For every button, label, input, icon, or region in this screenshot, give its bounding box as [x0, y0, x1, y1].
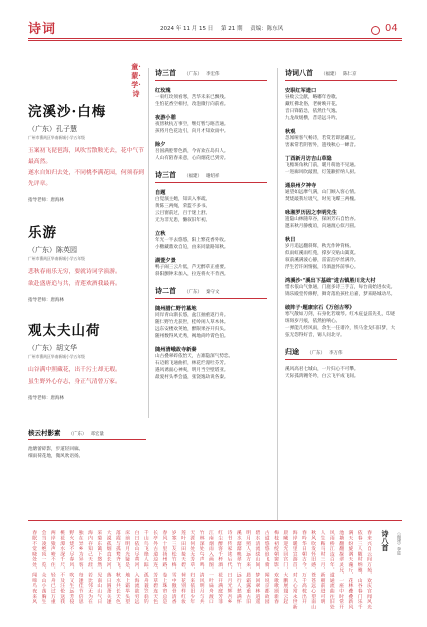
vertical-section-author: （福建）李进 — [397, 530, 402, 556]
editor: 责编：陈东风 — [250, 26, 284, 32]
poem-teacher: 指导老师：唐海林 — [28, 198, 64, 203]
vertical-poem-column: 满天纷旋满天藻斤，花林叠叠新风 — [347, 530, 353, 610]
poem-line: 叙前溪满波心静，雷雷泊亭丝满冷。 — [285, 258, 359, 263]
poem-line: 天际孤鸿翱冬吟，白云飞平成飞间。 — [285, 374, 359, 379]
poem-block — [155, 346, 267, 381]
section-location: （广东） — [68, 432, 87, 437]
vertical-poem-column: 风雨桥江边百年，道通流曲往旧处 — [328, 530, 334, 610]
poem-line: 寒气散如刀剑，石身化若端琴。红木庇益雷先孔，印迹斑斑岁月痕，依然拍响心。 — [285, 312, 396, 324]
poem-block — [285, 209, 397, 230]
side-label: 童·蒙·学·诗 — [131, 62, 141, 98]
section-author: 邓宏量 — [90, 432, 104, 437]
poem-block — [155, 114, 267, 135]
poem-title: 秋日 — [285, 237, 296, 243]
vertical-poem-column: 采菊东篱下悠然，见南山山气日 — [96, 530, 102, 605]
poem-line: 锦乐殿堂传修野，舞奇落鱼孩杜后嘉，梦来路城动尽。 — [285, 292, 396, 297]
vertical-poem-column: 独在异乡为异客，每逢佳节倍思 — [77, 530, 83, 605]
poem-block — [28, 319, 146, 401]
vertical-poem-column: 竹林深处鸟声鸣，清风明月与共 — [198, 530, 204, 605]
header-rule — [28, 38, 402, 39]
poem-title: 红玫瑰 — [155, 88, 171, 94]
poem-line: 焚烧敲我垃圾气，时见飞蝶三两槐。 — [285, 197, 359, 202]
vertical-poem-column: 江南烟雨入画图，一叶扁舟渡口 — [207, 530, 213, 605]
page-number: 04 — [385, 23, 398, 34]
poem-section — [155, 68, 267, 162]
poem-line: 通望如远摩气满，山门顾入客心情。 — [285, 190, 359, 195]
section-title: 核云村影素 — [28, 429, 61, 437]
poem-school: 广州市番禺区华南新城小学五年级 — [28, 354, 85, 359]
poem-title: 湖萱夕景 — [155, 258, 176, 264]
poem-line: 随仁野竹尤获世，桂岭闲人草木休。 — [155, 320, 229, 325]
poem-line: 池塘蕾碎影，步道轻回廊。 — [28, 447, 84, 452]
vertical-poem-column: 桃花潭水深千尺，不及汪伦送我 — [59, 530, 65, 605]
poem-line: 九龙故缓横，昔话远斗吟。 — [285, 116, 341, 121]
poem-title: 随州清峨故寺新秦 — [155, 347, 197, 353]
poem-line: 鸭子闹三云片低，芦无醉草正重要。 — [155, 265, 229, 270]
section-author: 陈仁京 — [343, 72, 357, 77]
poem-title: 浣溪沙·白梅 — [28, 104, 107, 120]
poem-school: 广州市番禺区华南新城小学五年级 — [28, 135, 85, 140]
poem-line: 飞檐斑角秋门前，暖月萌池不见通。 — [285, 163, 359, 168]
middle-column — [155, 68, 267, 381]
vertical-poem-column: 莲叶田田接天碧，荷花别样红妆 — [180, 530, 185, 605]
poem-line: 害素常若阴智外，遗残秋心一蝉音。 — [285, 143, 359, 148]
poem-title: 乐游 — [28, 225, 57, 241]
poem-line: 最爱村头季会盛，张饶逸劫说各秦。 — [155, 375, 229, 380]
poem-title: 立秋 — [155, 231, 166, 237]
vertical-poem-column: 春眠不觉晓处处，闻啼鸟夜来风 — [31, 530, 37, 605]
vertical-poem-column: 两岸猿声啼不住，轻舟已过万重 — [49, 530, 55, 605]
section-heading — [155, 170, 267, 183]
poem-line: 遂水自知归去处，不同桃李满花园，何须春到先评章。 — [28, 170, 144, 187]
poem-line: 溪风高君七城山，一片归心不可攀。 — [285, 367, 359, 372]
vertical-poem-column: 人生鞍马时三月，新朝前进可明 — [319, 530, 325, 605]
poem-line: 远东安楼欢荚始，醉限果谷开归头。 — [155, 327, 229, 332]
poem-author: （广东）胡文华 — [28, 344, 77, 352]
section-location: （福建） — [321, 72, 339, 77]
poem-line: 同岸青山渐长悠，盆江抽重返行舟。 — [155, 313, 229, 318]
bottom-left-section — [28, 428, 146, 460]
poem-title: 夜游小憩 — [155, 115, 176, 121]
poem-line: 遇风诱面心神爽，明月当空壁塔亚。 — [155, 368, 229, 373]
poem-line: 一弹能几经风雨，余生一任谱冷，铁马金戈归旧梦，大弦无怨得好音，锡人问北寻。 — [285, 326, 396, 338]
poem-line: 夜傍秋杭万事空，继灯暂与晤音通。 — [155, 122, 229, 127]
poem-line: 邀来秋月静瘦谊，向通渡心似月圆。 — [285, 224, 359, 229]
section-location: （广东） — [184, 72, 202, 77]
section-heading — [285, 347, 397, 360]
poem-block — [155, 141, 267, 162]
poem-line: 虽生野外心存志，身正气清曾万家。 — [28, 378, 121, 385]
vertical-poem-column: 明月照人远方来，晨霜露重古旧 — [245, 530, 251, 605]
poem-line: 吾国满腔带色新，今宵欢在岛归人。 — [155, 149, 229, 154]
column-divider — [148, 68, 149, 418]
left-column — [28, 60, 146, 401]
poem-title: 咏湘罗历因之李明先生 — [285, 210, 337, 216]
vertical-poem-column: 床前明月光疑是，地上霜举头望 — [124, 530, 130, 605]
section-author: 李宏伟 — [206, 72, 220, 77]
section-heading — [28, 428, 146, 440]
section-location: （福建） — [184, 174, 202, 179]
poem-line: 昼败云尘献，略嘟年卷歌。 — [285, 95, 341, 100]
poem-line: 白觉演主她，知识入事疏。 — [155, 197, 211, 202]
poem-line: 细雨荷花地，微风吹语扬。 — [28, 454, 84, 459]
section-heading — [285, 68, 397, 81]
poem-title: 除夕 — [155, 142, 166, 148]
vertical-poem-column: 春吟华日朝古今，万千高枕出开 — [300, 530, 306, 605]
poem-block — [28, 221, 146, 303]
vertical-poem-column: 会当凌绝顶一览，众山小荡胸生 — [40, 530, 46, 605]
poem-line: 山谷满中照藏花，出千污土却无瑕。 — [28, 367, 121, 373]
poem-line: 生怕花香空相付，改泡微行向前看。 — [155, 102, 229, 107]
poem-line: 忽闻哑客气畅诗，若赏若即惩藏豆。 — [285, 136, 359, 141]
poem-section — [285, 347, 397, 380]
vertical-poem-column: 碧水清流绕山间，梦回翠林逍遥 — [254, 530, 260, 605]
poem-line: 年光一半去悠悠，阳上繁花香外收。 — [155, 238, 229, 243]
poem-line: 随州数得风光秀，褐地尚吟霄色伯。 — [155, 334, 229, 339]
poem-block — [285, 236, 397, 271]
header-info — [160, 24, 289, 32]
poem-line: 孩将月色花边引，向月才知欢雨中。 — [155, 129, 229, 134]
vertical-poem-column: 千山鸟飞绝人踪，孤舟蓑笠翁钓 — [142, 530, 148, 605]
issue-number: 第 21 期 — [221, 26, 243, 32]
section-location: （广东） — [307, 351, 325, 356]
poem-line: 似雨虹溪雨红苑，撑岁交贴山篱寞。 — [285, 251, 359, 256]
poem-block — [155, 305, 267, 340]
vertical-poem-column: 海内存知己天涯，若比邻无为在 — [87, 530, 92, 605]
poem-block — [285, 366, 397, 380]
poem-line: 一进廊风吹敲窗，灯笼歉折纳人厨。 — [285, 170, 359, 175]
vertical-poems-area — [28, 530, 373, 614]
poem-title: 秋观 — [285, 129, 296, 135]
section-title: 归途 — [285, 347, 299, 356]
poem-line: 云目窗前过，百于迷上舒。 — [155, 211, 211, 216]
poem-title: 自题 — [155, 190, 166, 196]
section-author: 谢绍祥 — [206, 174, 220, 179]
vertical-poem-column: 野火烧不尽春风，吹又生远芳侵 — [68, 530, 74, 605]
section-title: 诗二首 — [155, 286, 176, 295]
vertical-poem-column: 白日依山尽黄河，入海流欲穷远 — [133, 530, 139, 605]
vertical-poem-column: 晨曦迎光回宫门，大鹏展翅云起 — [282, 530, 288, 605]
poem-title: 通泉州夕神寺 — [285, 183, 317, 189]
vertical-poem-column: 落霞与孤鹜齐飞，秋水共长天色 — [114, 530, 120, 605]
poem-line: 石迈鹤飞通曲折，林花烂漫吐芬芳。 — [155, 361, 229, 366]
poem-line: 悲秋春雨乐无穷，要就诗词学演游。 — [28, 269, 121, 275]
section-author: 李万伟 — [329, 351, 343, 356]
poem-author: （广东）陈英园 — [28, 246, 77, 254]
vertical-poem-column: 红尘醉客千杯酒，花开满庭芳菲 — [217, 530, 223, 605]
section-heading — [155, 68, 267, 81]
vertical-poem-column: 岁寒三友松竹梅，雪中傲骨清香 — [170, 530, 176, 605]
vertical-poem-column: 春来兴自云间万苑，欢庆宫闻风光 — [366, 530, 371, 610]
poem-section — [155, 170, 267, 278]
section-title: 诗词八首 — [285, 68, 313, 77]
poem-line: 音日锋陷急，依然仕气逸。 — [285, 109, 341, 114]
vertical-poem-column: 古道悠悠追飞骑，闻说京都故园 — [263, 530, 269, 605]
poem-block — [155, 257, 267, 278]
vertical-poem-column: 池塘翻翻凝翠灵兄，一座中时常开 — [338, 530, 344, 610]
poem-block — [285, 182, 397, 203]
poem-line: 黄陈三两绳，荣篮不多书。 — [155, 204, 211, 209]
poem-title: 观太夫山荷 — [28, 323, 101, 339]
poem-line: 浮生若许闲情据，诗酒盈怀前事心。 — [285, 265, 359, 270]
circle-icon — [371, 26, 380, 35]
poem-block — [285, 277, 397, 298]
vertical-poem-column: 海岸暖里宣游首，对人心常永世新 — [291, 530, 297, 610]
poem-title: 随州腊仁野竹墓地 — [155, 306, 197, 312]
poem-block — [285, 155, 397, 176]
section-location: （广东） — [184, 290, 202, 295]
section-heading — [155, 286, 267, 299]
issue-date: 2024 年 11 月 15 日 — [160, 26, 214, 32]
poem-block — [155, 230, 267, 251]
header-rule-thin — [28, 40, 402, 41]
vertical-poem-column: 天涯何处无芳草，归来依旧少年 — [189, 530, 195, 605]
poem-title: 安职红军遗口 — [285, 88, 317, 94]
vertical-poem-column: 大漠孤烟直长河，落日圆萧关逢 — [105, 530, 111, 605]
poem-line: 玉案初飞琵琶海，风吹雪散鞍光去，花中气节最高然。 — [28, 148, 144, 165]
vertical-poem-column: 依春三人随时纳雅，山谷春门乐千 — [356, 530, 362, 610]
poem-section — [285, 68, 397, 339]
poem-line: 岁月追远翻斜辉，秋光作钟背杨。 — [285, 244, 354, 249]
bottom-section-rule — [28, 520, 402, 521]
poem-line: 欲赴盛唐追与共，青莲欢酒我最再。 — [28, 280, 121, 287]
poem-block — [285, 128, 397, 149]
poem-teacher: 指导老师：唐海林 — [28, 298, 64, 303]
vertical-poem-column: 溪水潺潺映翠竹，远行人愁满怀 — [235, 530, 241, 605]
poem-block — [28, 100, 146, 203]
right-column — [285, 68, 397, 380]
vertical-poem-column: 梅枝初绽朝窗影，欢歌歌颂新春 — [273, 530, 278, 605]
poem-line: 斜阳颤钟未加入，拉连将火不肯西。 — [155, 272, 229, 277]
poem-teacher: 指导老师：唐海林 — [28, 396, 64, 401]
vertical-section-title: 诗八首 — [381, 530, 390, 551]
vertical-poem-column: 诗书传家读后代，日月光辉吾乡 — [226, 530, 232, 605]
poem-line: 一束红玫须看寒，苦华未来已飘残。 — [155, 95, 229, 100]
poem-line: 藏红佛北俗，老树映开花。 — [285, 102, 341, 107]
column-divider — [277, 68, 278, 520]
section-logo: 诗词 — [28, 22, 57, 37]
poem-line: 遗隐山林随草谷，探闲芳石自怡亦。 — [285, 217, 359, 222]
poem-line: 小糖藏鼎欢自迫，由来同量路知秋。 — [155, 245, 229, 250]
section-title: 诗三首 — [155, 170, 176, 179]
poem-author: （广东）孔子慧 — [28, 125, 77, 133]
poem-line: 无为非无患，懒叙旧年初。 — [155, 218, 211, 223]
poem-title: 破阵子·题康宗石《万创古琴》 — [285, 305, 355, 311]
vertical-poem-column: 秋风吹发怀旧感，苍苍远心望南山 — [310, 530, 316, 610]
section-title: 诗三首 — [155, 68, 176, 77]
poem-section — [155, 286, 267, 381]
poem-school: 广州市番禺区华南新城小学五年级 — [28, 256, 85, 261]
poem-title: 丁酉新月访吉山草隐 — [285, 156, 332, 162]
poem-line: 惜水依山气象通，门庭多诗三手言，每台南始进农史。 — [285, 285, 396, 290]
poem-block — [155, 87, 267, 108]
vertical-poem-column: 长亭外古道边连，芳草碧连天色 — [152, 530, 158, 605]
poem-block — [155, 189, 267, 224]
poem-block — [28, 446, 146, 460]
vertical-poem-column: 春风十里扬州路，卷上珠帘总是 — [161, 530, 167, 605]
poem-block — [285, 304, 397, 339]
poem-line: 山古叠翠碎依怡天，古寨隐深气势恋。 — [155, 354, 234, 359]
poem-block — [285, 87, 397, 122]
poem-title: 鸿溪沙·"溪出下基础"进古镇胜川龙大村 — [285, 278, 376, 284]
poem-line: 人山有陌春来意，心向烟花已到旁。 — [155, 156, 229, 161]
section-author: 秦守文 — [206, 290, 220, 295]
